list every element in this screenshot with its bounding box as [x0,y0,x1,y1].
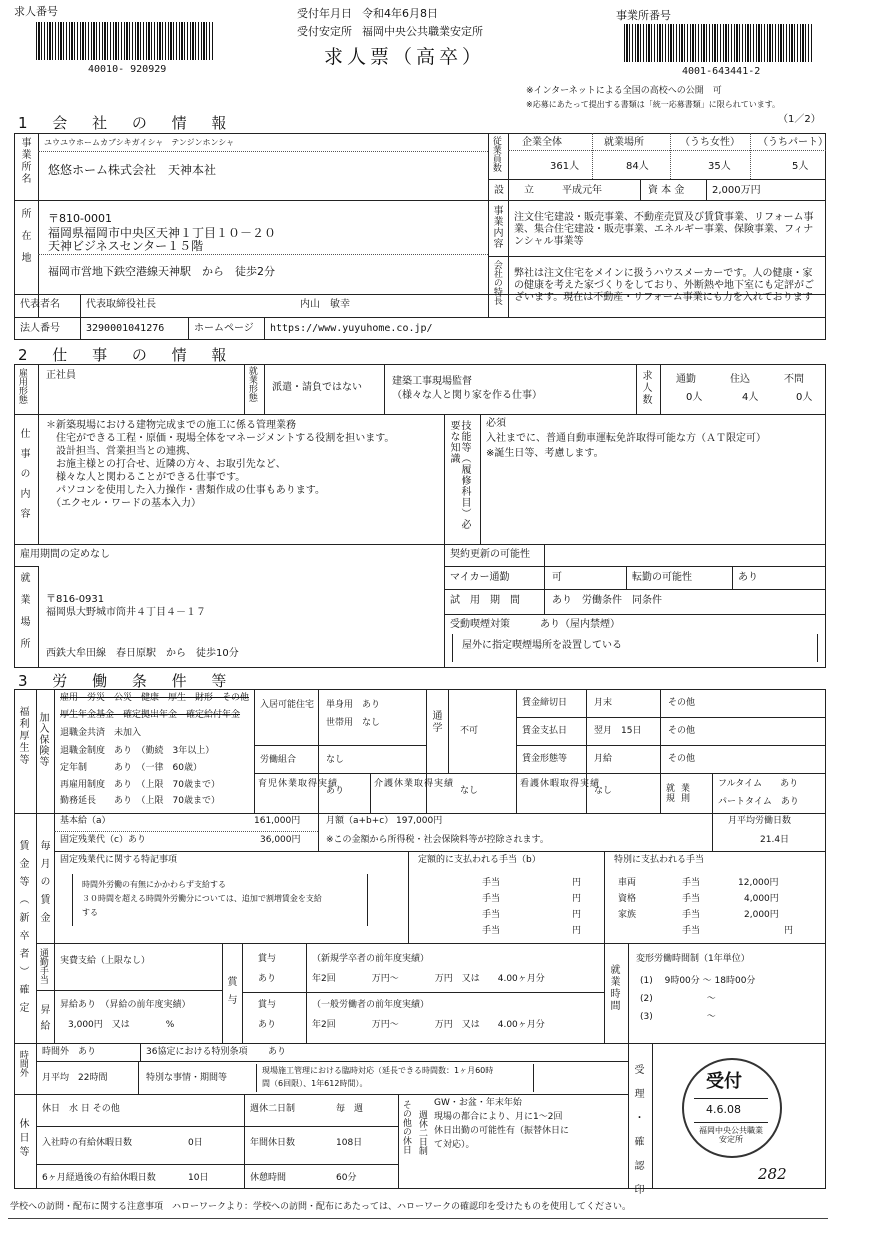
gino-line1: 入社までに、普通自動車運転免許取得可能な方（ＡＴ限定可） [486,433,766,444]
office: 福岡中央公共職業安定所 [362,25,483,38]
hojin-no: 3290001041276 [86,323,165,334]
kisoku-label: 就業規則 [666,784,697,805]
kojo-note: ※この金額から所得税・社会保険料等が控除されます。 [326,835,549,845]
job-info-table [14,364,826,668]
kakunin-label: 受理・確認印 [632,1064,643,1208]
jigyosho-barcode [624,24,812,62]
jugyoin-label: 従業員数 [490,136,501,172]
hojin-label: 法人番号 [20,323,60,334]
page-title: 求人票（高卒） [324,46,486,68]
shihon-label: 資 本 金 [648,185,685,196]
keitai: 月給 [594,754,613,764]
kumiai: なし [326,755,345,765]
oubo-note: ※応募にあたって提出する書類は「統一応募書類」に限られています。 [526,100,781,109]
jikan-3: (3) ～ [640,1012,716,1022]
company-kana: ユウユウホームカブシキガイシャ テンジンホンシャ [44,138,235,147]
shoyo1-title: （新規学卒者の前年度実績） [312,954,430,964]
hoken-line2: 厚生年金基金 確定拠出年金 確定給付年金 [60,710,241,720]
naiyo-line1: ＊新築現場における建物完成までの施工に係る管理業務 [46,420,296,431]
kyukei: 60分 [336,1173,357,1183]
address-line2: 天神ビジネスセンター１５階 [48,239,204,253]
rodo-nissu-label: 月平均労働日数 [728,816,792,826]
kikan-label: 雇用期間の定めなし [20,549,110,560]
shiharai-label: 賃金支払日 [522,726,568,736]
shukyu2-label: 週休二日制 [416,1110,427,1155]
naiyo-line3: 設計担当、営業担当との連携、 [46,446,196,457]
office-label: 受付安定所 [297,25,352,38]
shozaichi-label: 所在地 [19,208,30,274]
jigyosho-no-label: 事業所番号 [616,9,671,22]
tokubetsu-amount3: 2,000円 [744,910,779,920]
shokyu-label: 昇給 [38,1004,49,1036]
teigaku-teate3: 手当 [482,910,501,920]
kango: なし [594,786,613,796]
daihyo-title: 代表取締役社長 [86,299,156,310]
tokubetsu-amount1: 12,000円 [738,878,779,888]
kyukei-label: 休憩時間 [250,1173,287,1183]
sonota-kyujitsu-2: 現場の都合により、月に1～2回 [434,1112,563,1122]
tsugaku-label: 通学 [430,710,441,734]
shoyo2-title: （一般労働者の前年度実績） [312,1000,430,1010]
kyujin-tsukin: 0人 [686,392,703,403]
kotei-tokki-line3: する [82,908,98,917]
taishoku-kyosai: 退職金共済 未加入 [60,728,142,738]
emp-header-part: （うちパート） [758,137,828,148]
shoyo2-label: 賞与 [258,1000,277,1010]
nyukyo-label: 入居可能住宅 [260,700,315,710]
section3-heading: 3 労 働 条 件 等 [18,672,237,690]
daihyo-name: 内山 敏幸 [300,299,350,310]
kyujin-header-fumon: 不問 [784,374,804,385]
jikan-2: (2) ～ [640,994,716,1004]
basho-access: 西鉄大牟田線 春日原駅 から 徒歩10分 [46,648,239,659]
jikan-1: (1) 9時00分 ～ 18時00分 [640,976,756,986]
shiharai: 翌月 15日 [594,726,642,736]
yukyu1-label: 入社時の有給休暇日数 [42,1138,133,1148]
company-name: 悠悠ホーム株式会社 天神本社 [48,163,217,177]
shugyo-label: 就業形態 [246,366,257,402]
kyujin-fumon: 0人 [796,392,813,403]
koyo-label: 雇用形態 [16,368,27,404]
footer-note: 学校への訪問・配布に関する注意事項 ハローワークより：学校への訪問・配布にあたっては、ハローワークの確認印を受けたものを使用してください。 [10,1202,632,1212]
internet-note: ※インターネットによる全国の高校への公開 可 [526,86,722,96]
shiyo-label: 試 用 期 間 [450,595,520,606]
shoyo2-detail: 年2回 万円～ 万円 又は 4.00ヶ月分 [312,1020,545,1030]
shugyo: 派遣・請負ではない [272,382,362,393]
yukyu1: 0日 [188,1138,203,1148]
hissu: 必須 [486,418,506,429]
setsuritsu: 平成元年 [562,185,602,196]
teinen: 定年制 あり （一律 60歳） [60,763,202,773]
kyujin-header-tsukin: 通勤 [676,374,696,385]
kotei-tokki-line2: ３０時間を超える時間外労働分については、追加で割増賃金を支給 [82,894,322,903]
shokushu: 建築工事現場監督 [392,376,472,387]
section1-heading: 1 会 社 の 情 報 [18,114,237,132]
tsukin-label: 通勤手当 [37,948,48,984]
naiyo-line2: 住宅ができる工程・原価・現場全体をマネージメントする役割を担います。 [46,433,395,444]
kyujin-header-sumikomi: 住込 [730,374,750,385]
tokucho-label: 会社の特長 [491,260,502,305]
mycar: 可 [552,572,562,583]
emp-zentai: 361人 [550,161,580,172]
teigaku-yen2: 円 [572,894,582,904]
address-line1: 福岡県福岡市中央区天神１丁目１０－２０ [48,226,277,240]
kotei-tokki-label: 固定残業代に関する特記事項 [60,855,178,865]
naiyo-line7: （エクセル・ワードの基本入力） [46,498,201,509]
tsukin: 実費支給（上限なし） [60,956,151,966]
jikangai-label: 時間外 [17,1050,28,1077]
emp-header-josei: （うち女性） [680,137,740,148]
shiyo: あり 労働条件 同条件 [552,595,662,606]
kihonkyu: 161,000円 [254,816,301,826]
homepage-link[interactable]: https://www.yuyuhome.co.jp/ [270,323,433,334]
shoyo1-label: 賞与 [258,954,277,964]
kyujin-no: 40010- 920929 [88,64,167,75]
kotei: 36,000円 [260,835,301,845]
teigaku-label: 定額的に支払われる手当（b） [418,855,541,865]
kinmu-encho: 勤務延長 あり （上限 70歳まで） [60,796,220,806]
fukuri-label: 福利厚生等 [17,706,28,766]
access: 福岡市営地下鉄空港線天神駅 から 徒歩2分 [48,265,275,278]
received-date: 令和4年6月8日 [362,7,438,20]
shoyo1-detail: 年2回 万円～ 万円 又は 4.00ヶ月分 [312,974,545,984]
tokubetsu-label: 特別に支払われる手当 [614,855,705,865]
emp-josei: 35人 [708,161,731,172]
tokubetsu-name2: 資格 [618,894,637,904]
emp-part: 5人 [792,161,809,172]
shoyo-label: 賞与 [225,976,236,1012]
kyujin-sumikomi: 4人 [742,392,759,403]
tokucho-line2: の健康を考えた家づくりをしており、外断熱や地下室にも定評がご [514,280,814,291]
kitsuen-label: 受動喫煙対策 [450,619,510,630]
kyujin-no-label: 求人番号 [14,5,58,18]
gino-label: 技能等（履修科目）必要な知識 [448,420,470,530]
sonota-kyujitsu-4: て対応）。 [434,1140,475,1150]
kitsuen: あり（屋内禁煙） [540,619,620,630]
teigaku-teate4: 手当 [482,926,501,936]
setai: 世帯用 なし [326,718,381,728]
emp-header-zentai: 企業全体 [522,137,562,148]
jigyo-label: 事業内容 [491,205,502,249]
shimebi-label: 賃金締切日 [522,698,568,708]
keitai-label: 賃金形態等 [522,754,568,764]
gino-line2: ※誕生日等、考慮します。 [486,448,604,459]
kumiai-label: 労働組合 [260,755,297,765]
sonota-kyujitsu-3: 休日出勤の可能性有（振替休日に [434,1126,570,1136]
yukyu2: 10日 [188,1173,209,1183]
hp-label: ホームページ [194,323,254,334]
naiyo-line4: お施主様との打合せ、近隣の方々、お取引先など、 [46,459,286,470]
yukyu2-label: 6ヶ月経過後の有給休暇日数 [42,1173,156,1183]
teigaku-yen4: 円 [572,926,582,936]
koyo: 正社員 [46,370,76,381]
shukyu: 毎 週 [336,1104,364,1114]
tokubetsu-name1: 車両 [618,878,637,888]
emp-basho: 84人 [626,161,649,172]
hoken-line1: 雇用 労災 公災 健康 厚生 財形 その他 [60,693,250,703]
postal-code: 〒810-0001 [48,212,112,225]
jigyo-line2: 業、集合住宅建設・販売事業、エネルギー事業、保険事業、フィナ [514,224,814,235]
mycar-label: マイカー通勤 [450,572,510,583]
sonota-kyujitsu-label: その他の休日 [400,1100,411,1154]
tokubetsu-amount2: 4,000円 [744,894,779,904]
getsugaku: 197,000円 [396,816,443,826]
shimebi: 月末 [594,698,613,708]
stamp-date: 4.6.08 [706,1103,741,1116]
sonota-kyujitsu-1: GW・お盆・年末年始 [434,1098,522,1108]
jigyosho-label: 事業所名 [19,137,30,185]
fulltime: フルタイム あり [718,779,799,789]
tokubetsu-joko-label: 36協定における特別条項 [146,1047,248,1057]
jijo-line1: 現場施工管理における臨時対応（延長できる時間数：1ヶ月60時 [262,1066,494,1075]
chingin-label: 賃金等（新卒者）確定 [17,840,28,1020]
shokyu-amount: 3,000円 又は % [68,1020,175,1030]
shokushu-sub: （様々な人と関り家を作る仕事） [392,390,542,401]
received-label: 受付年月日 [297,7,352,20]
taishokukin: 退職金制度 あり （勤続 3年以上） [60,746,215,756]
handwritten-number: 282 [758,1165,787,1183]
shihon: 2,000万円 [712,185,761,196]
jigyo-line3: ンシャル事業等 [514,236,584,247]
kaigo-label: 介護休業取得実績 [374,779,455,789]
emp-header-basho: 就業場所 [604,137,644,148]
jikan-label: 就業時間 [608,964,619,1012]
teigaku-teate2: 手当 [482,894,501,904]
gekkan: 月平均 22時間 [42,1073,108,1083]
setsuritsu-label: 設 立 [494,185,534,196]
tokubetsu-teate4: 手当 [682,926,701,936]
tsugaku: 不可 [460,726,479,736]
kitsuen-detail: 屋外に指定喫煙場所を設置している [462,640,622,651]
teigaku-teate1: 手当 [482,878,501,888]
teigaku-yen1: 円 [572,878,582,888]
page-number: （1／2） [778,114,821,125]
kyujin-barcode [36,22,214,60]
naiyo-line5: 様々な人と関わることができる仕事です。 [46,472,246,483]
shoyo1-ari: あり [258,974,277,984]
tokubetsu-teate3: 手当 [682,910,701,920]
kotei-tokki-line1: 時間外労働の有無にかかわらず支給する [82,880,226,889]
sonota-2: その他 [668,726,696,736]
nenkan-label: 年間休日数 [250,1138,296,1148]
shoyo2-ari: あり [258,1020,277,1030]
stamp-office: 福岡中央公共職業安定所 [699,1126,763,1145]
kyujitsu: 休日 水 日 その他 [42,1104,120,1114]
henkei: 変形労働時間制（1年単位） [636,954,750,964]
sonota-1: その他 [668,698,696,708]
tokucho-line1: 弊社は注文住宅をメインに扱うハウスメーカーです。人の健康・家 [514,268,813,279]
rodo-nissu: 21.4日 [760,835,790,845]
saikoyo: 再雇用制度 あり （上限 70歳まで） [60,780,220,790]
receipt-stamp [682,1058,782,1158]
teigaku-yen3: 円 [572,910,582,920]
getsugaku-label: 月額（a+b+c） [326,816,394,826]
tokubetsu-joko: あり [268,1047,287,1057]
ikuji: あり [326,786,345,796]
kaigo: なし [460,786,479,796]
jijo-label: 特別な事情・期間等 [146,1073,228,1083]
section2-heading: 2 仕 事 の 情 報 [18,346,237,364]
nenkan: 108日 [336,1138,363,1148]
tokucho-line3: ざいます。現在は不動産・リフォーム事業にも力を入れております [514,292,813,303]
kotei-label: 固定残業代（c）あり [60,835,146,845]
sonota-3: その他 [668,754,696,764]
naiyo-line6: パソコンを使用した入力操作・書類作成の仕事もあります。 [46,485,325,496]
tanshin: 単身用 あり [326,700,381,710]
jikangai: 時間外 あり [42,1047,97,1057]
kyujinsu-label: 求人数 [640,370,651,406]
jigyo-line1: 注文住宅建設・販売事業、不動産売買及び賃貸事業、リフォーム事 [514,212,814,223]
tokubetsu-yen4: 円 [784,926,794,936]
kihonkyu-label: 基本給（a） [60,816,111,826]
shokyu: 昇給あり （昇給の前年度実績） [60,1000,191,1010]
parttime: パートタイム あり [718,797,799,807]
tenkin: あり [738,572,758,583]
tenkin-label: 転勤の可能性 [632,572,692,583]
basho-label: 就業場所 [18,572,29,660]
kanyu-label: 加入保険等 [37,712,48,767]
koshin-label: 契約更新の可能性 [450,549,530,560]
basho-address: 福岡県大野城市筒井４丁目４－１７ [46,607,206,618]
daihyo-label: 代表者名 [20,299,60,310]
basho-postal: 〒816-0931 [46,594,105,605]
maitsuki-label: 毎月の賃金 [38,840,49,930]
tokubetsu-name3: 家族 [618,910,637,920]
jigyosho-no: 4001-643441-2 [682,66,761,77]
jijo-line2: 間（6回限）、1年612時間）。 [262,1079,368,1088]
kyujitsu-label: 休日等 [17,1118,28,1160]
ikuji-label: 育児休業取得実績 [258,779,339,789]
naiyo-label: 仕事の内容 [18,428,29,528]
shukyu-label: 週休二日制 [250,1104,296,1114]
kango-label: 看護休暇取得実績 [520,779,601,789]
tokubetsu-teate1: 手当 [682,878,701,888]
tokubetsu-teate2: 手当 [682,894,701,904]
stamp-top: 受付 [706,1071,742,1092]
